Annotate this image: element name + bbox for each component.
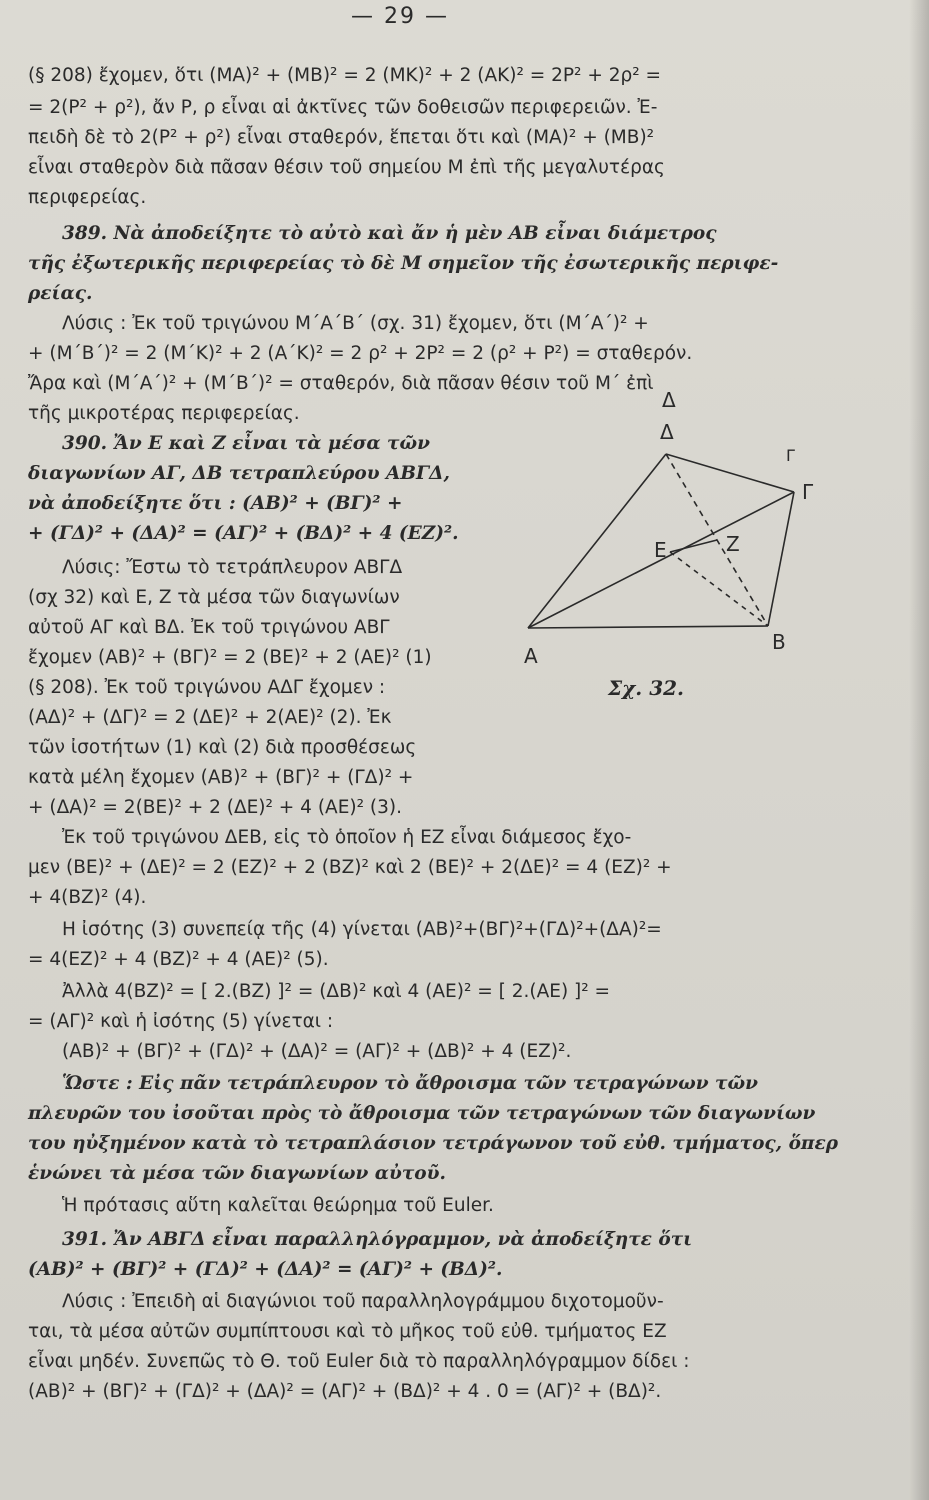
text-line: Η ἰσότης (3) συνεπείᾳ τῆς (4) γίνεται (ΑΒ)²+(ΒΓ)²+(ΓΔ)²+(ΔΑ)²=	[62, 919, 662, 940]
text-line: τῆς ἐξωτερικῆς περιφερείας τὸ δὲ Μ σημεῖον τῆς ἐσωτερικῆς περιφε-	[28, 253, 779, 274]
text-line: διαγωνίων ΑΓ, ΔΒ τετραπλεύρου ΑΒΓΔ,	[28, 463, 450, 484]
text-line: εἶναι μηδέν. Συνεπῶς τὸ Θ. τοῦ Euler διὰ τὸ παραλληλόγραμμον δίδει :	[28, 1351, 690, 1372]
text-line: ἔχομεν (ΑΒ)² + (ΒΓ)² = 2 (ΒΕ)² + 2 (ΑΕ)² (1)	[28, 647, 432, 668]
text-line: (σχ 32) καὶ Ε, Ζ τὰ μέσα τῶν διαγωνίων	[28, 587, 400, 608]
text-line: τῶν ἰσοτήτων (1) καὶ (2) διὰ προσθέσεως	[28, 737, 417, 758]
solution-390: Λύσις: Ἔστω τὸ τετράπλευρον ΑΒΓΔ	[62, 557, 403, 578]
text-line: (ΑΒ)² + (ΒΓ)² + (ΓΔ)² + (ΔΑ)² = (ΑΓ)² + (ΒΔ)² + 4 . 0 = (ΑΓ)² + (ΒΔ)².	[28, 1381, 662, 1402]
text-line: εἶναι σταθερὸν διὰ πᾶσαν θέσιν τοῦ σημείου Μ ἐπὶ τῆς μεγαλυτέρας	[28, 157, 665, 178]
text-line: πλευρῶν του ἰσοῦται πρὸς τὸ ἄθροισμα τῶν τετραγώνων τῶν διαγωνίων	[28, 1103, 816, 1124]
text-line: τῆς μικροτέρας περιφερείας.	[28, 403, 300, 424]
text-line: του ηὐξημένον κατὰ τὸ τετραπλάσιον τετράγωνον τοῦ εὐθ. τμήματος, ὅπερ	[28, 1133, 838, 1154]
text-line: περιφερείας.	[28, 187, 147, 208]
text-line: (ΑΔ)² + (ΔΓ)² = 2 (ΔΕ)² + 2(ΑΕ)² (2). Ἐκ	[28, 707, 392, 728]
quadrilateral-diagram	[520, 400, 840, 700]
side-ad	[528, 454, 666, 628]
label-gamma: Γ	[802, 480, 814, 504]
label-gamma-small: Γ	[786, 446, 795, 465]
label-b: Β	[772, 630, 786, 654]
problem-390-heading: 390. Ἄν Ε καὶ Ζ εἶναι τὰ μέσα τῶν	[62, 433, 430, 454]
theorem-statement: Ὥστε : Εἰς πᾶν τετράπλευρον τὸ ἄθροισμα τῶν τετραγώνων τῶν	[62, 1073, 758, 1094]
text-line: = (ΑΓ)² καὶ ἡ ἰσότης (5) γίνεται :	[28, 1011, 334, 1032]
text-line: + 4(ΒΖ)² (4).	[28, 887, 147, 908]
text-line: (ΑΒ)² + (ΒΓ)² + (ΓΔ)² + (ΔΑ)² = (ΑΓ)² + (ΒΔ)².	[28, 1259, 503, 1280]
text-line: = 4(ΕΖ)² + 4 (ΒΖ)² + 4 (ΑΕ)² (5).	[28, 949, 329, 970]
figure-caption: Σχ. 32.	[608, 676, 685, 700]
side-ab	[528, 626, 768, 628]
text-line: ρείας.	[28, 283, 93, 304]
text-line: ἑνώνει τὰ μέσα τῶν διαγωνίων αὐτοῦ.	[28, 1163, 446, 1184]
label-a: Α	[524, 644, 538, 668]
text-line: ται, τὰ μέσα αὐτῶν συμπίπτουσι καὶ τὸ μῆκος τοῦ εὐθ. τμήματος ΕΖ	[28, 1321, 667, 1342]
text-line: Ἄρα καὶ (Μ΄Α΄)² + (Μ΄Β΄)² = σταθερόν, διὰ πᾶσαν θέσιν τοῦ Μ΄ ἐπὶ	[28, 373, 654, 394]
text-line: κατὰ μέλη ἔχομεν (ΑΒ)² + (ΒΓ)² + (ΓΔ)² +	[28, 767, 414, 788]
text-line: + (ΓΔ)² + (ΔΑ)² = (ΑΓ)² + (ΒΔ)² + 4 (ΕΖ)².	[28, 523, 459, 544]
figure-32	[520, 388, 840, 700]
problem-389-heading: 389. Νὰ ἀποδείξητε τὸ αὐτὸ καὶ ἄν ἡ μὲν ΑΒ εἶναι διάμετρος	[62, 223, 717, 244]
label-e: Ε	[654, 538, 667, 562]
page-number: — 29 —	[351, 4, 449, 29]
segment-ze	[670, 552, 768, 626]
theorem-name: Ἡ πρότασις αὕτη καλεῖται θεώρημα τοῦ Euler.	[62, 1195, 494, 1216]
label-delta-top: Δ	[662, 388, 676, 412]
side-gb	[768, 492, 794, 626]
text-line: Ἐκ τοῦ τριγώνου ΔΕΒ, εἰς τὸ ὁποῖον ἡ ΕΖ εἶναι διάμεσος ἔχο-	[62, 827, 632, 848]
segment-ez	[670, 540, 717, 552]
text-line: πειδὴ δὲ τὸ 2(Ρ² + ρ²) εἶναι σταθερόν, ἕπεται ὅτι καὶ (ΜΑ)² + (ΜΒ)²	[28, 127, 655, 148]
text-line: νὰ ἀποδείξητε ὅτι : (ΑΒ)² + (ΒΓ)² +	[28, 493, 403, 514]
text-line: αὐτοῦ ΑΓ καὶ ΒΔ. Ἐκ τοῦ τριγώνου ΑΒΓ	[28, 617, 390, 638]
text-line: + (Μ΄Β΄)² = 2 (Μ΄Κ)² + 2 (Α΄Κ)² = 2 ρ² + 2Ρ² = 2 (ρ² + Ρ²) = σταθερόν.	[28, 343, 693, 364]
text-line: (§ 208) ἔχομεν, ὅτι (ΜΑ)² + (ΜΒ)² = 2 (ΜΚ)² + 2 (ΑΚ)² = 2Ρ² + 2ρ² =	[28, 65, 662, 86]
text-line: μεν (ΒΕ)² + (ΔΕ)² = 2 (ΕΖ)² + 2 (ΒΖ)² καὶ 2 (ΒΕ)² + 2(ΔΕ)² = 4 (ΕΖ)² +	[28, 857, 672, 878]
page-edge-shadow	[909, 0, 929, 1500]
euler-formula: (ΑΒ)² + (ΒΓ)² + (ΓΔ)² + (ΔΑ)² = (ΑΓ)² + (ΔΒ)² + 4 (ΕΖ)².	[62, 1041, 572, 1062]
problem-391-heading: 391. Ἄν ΑΒΓΔ εἶναι παραλληλόγραμμον, νὰ ἀποδείξητε ὅτι	[62, 1229, 693, 1250]
text-line: Ἀλλὰ 4(ΒΖ)² = [ 2.(ΒΖ) ]² = (ΔΒ)² καὶ 4 (ΑΕ)² = [ 2.(ΑΕ) ]² =	[62, 981, 611, 1002]
text-line: (§ 208). Ἐκ τοῦ τριγώνου ΑΔΓ ἔχομεν :	[28, 677, 386, 698]
text-line: = 2(Ρ² + ρ²), ἄν Ρ, ρ εἶναι αἱ ἀκτῖνες τῶν δοθεισῶν περιφερειῶν. Ἐ-	[28, 97, 658, 118]
text-line: + (ΔΑ)² = 2(ΒΕ)² + 2 (ΔΕ)² + 4 (ΑΕ)² (3).	[28, 797, 402, 818]
solution-389: Λύσις : Ἐκ τοῦ τριγώνου Μ΄Α΄Β΄ (σχ. 31) ἔχομεν, ὅτι (Μ΄Α΄)² +	[62, 313, 649, 334]
label-delta: Δ	[660, 420, 674, 444]
solution-391: Λύσις : Ἐπειδὴ αἱ διαγώνιοι τοῦ παραλληλογράμμου διχοτομοῦν-	[62, 1291, 664, 1312]
label-z: Ζ	[726, 532, 740, 556]
